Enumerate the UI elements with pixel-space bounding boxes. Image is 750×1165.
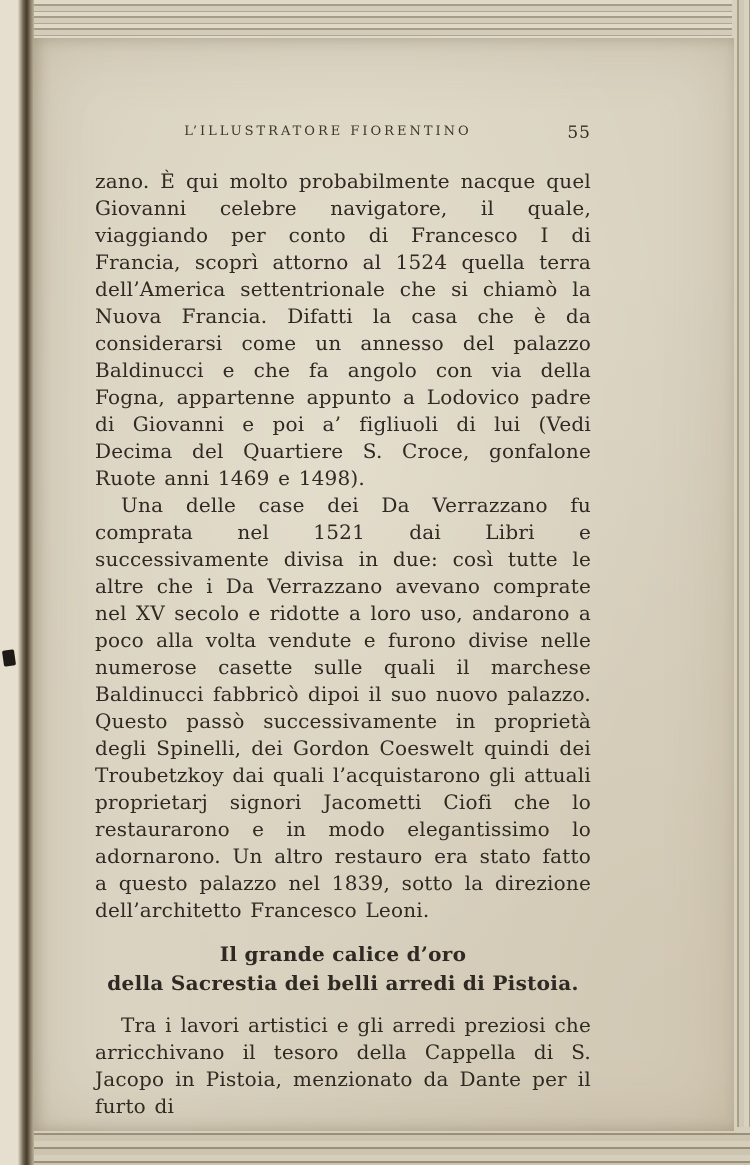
page-edges-right: [732, 0, 750, 1165]
scan-left-margin: [0, 0, 20, 1165]
page-edges-top: [0, 0, 750, 40]
spine-mark: [2, 649, 16, 667]
running-title: L’ILLUSTRATORE FIORENTINO: [184, 124, 472, 139]
running-header: [95, 124, 591, 144]
paragraph-verrazzano-houses: Una delle case dei Da Verrazzano fu comprata nel 1521 dai Libri e successivamente divisa in due: così tutte le altre che i Da Verrazzano avevano comprate nel XV secolo e ridotte a loro uso, andarono a poco alla volta vendute e furono divise nelle numerose casette sulle quali il marchese Baldinucci fabbricò dipoi il suo nuovo palazzo. Questo passò successivamente in proprietà degli Spinelli, dei Gordon Coeswelt quindi dei Troubetzkoy dai quali l’acquistarono gli attuali proprietarj signori Jacometti Ciofi che lo restaurarono e in modo elegantissimo lo adornarono. Un altro restauro era stato fatto a questo palazzo nel 1839, sotto la direzione dell’architetto Francesco Leoni.: [95, 493, 591, 922]
paragraph-continuation: zano. È qui molto probabilmente nacque quel Giovanni celebre navigatore, il quale, viaggiando per conto di Francesco I di Francia, scoprì attorno al 1524 quella terra dell’America settentrionale che si chiamò la Nuova Francia. Difatti la casa che è da considerarsi come un annesso del palazzo Baldinucci e che fa angolo con via della Fogna, appartenne appunto a Lodovico padre di Giovanni e poi a’ figliuoli di lui (Vedi Decima del Quartiere S. Croce, gonfalone Ruote anni 1469 e 1498).: [95, 169, 591, 490]
book-page: [33, 38, 734, 1131]
book-spine: [18, 0, 34, 1165]
text-block: [95, 124, 591, 1120]
section-heading-line1: Il grande calice d’oro: [219, 942, 467, 966]
paragraph-chalice-intro: Tra i lavori artistici e gli arredi preziosi che arricchivano il tesoro della Cappella di S. Jacopo in Pistoia, menzionato da Dante per il furto di: [95, 1013, 591, 1118]
page-edges-bottom: [0, 1127, 750, 1165]
section-heading-line2: della Sacrestia dei belli arredi di Pistoia.: [107, 971, 579, 995]
section-heading: [95, 940, 591, 998]
page-number: 55: [567, 123, 591, 143]
